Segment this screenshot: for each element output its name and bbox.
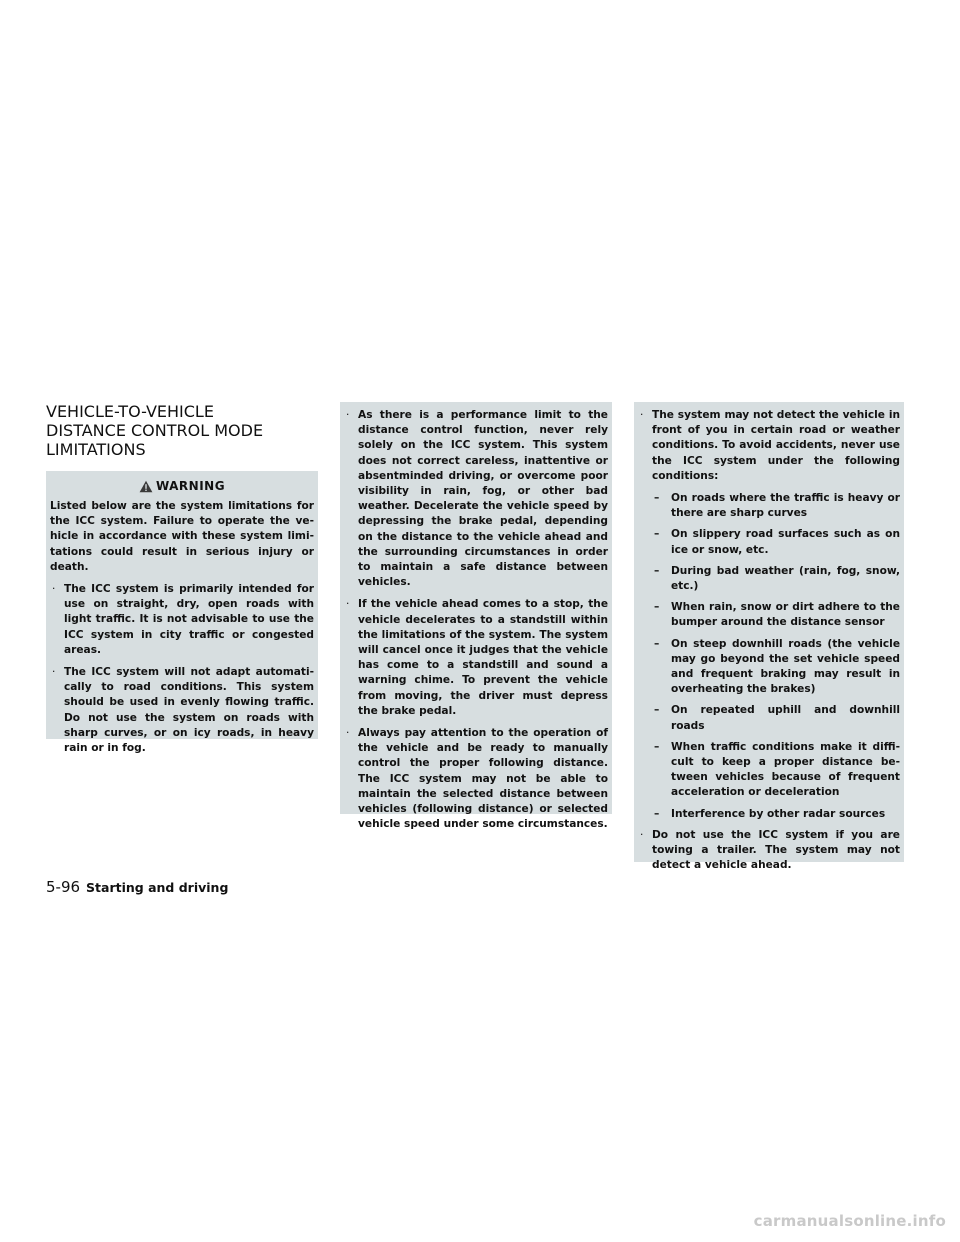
warning-box-column-2 <box>340 402 612 831</box>
condition-item <box>638 600 900 630</box>
dash-mark: – <box>654 740 660 753</box>
bullet-text: The ICC system will not adapt automatically to road conditions. This system should be used in evenly flowing traffic. Do not use the system on roads with sharp curves, or on icy roads, in heavy rain or in fog. <box>64 666 314 755</box>
section-title-line2: DISTANCE CONTROL MODE <box>46 421 264 440</box>
warning-bullet <box>344 726 608 832</box>
condition-item <box>638 807 900 822</box>
condition-text: On steep downhill roads (the vehicle may go beyond the set vehicle speed and frequent braking may result in overheating the brakes) <box>671 637 900 696</box>
warning-bullet <box>638 828 900 874</box>
condition-text: During bad weather (rain, fog, snow, etc.) <box>671 564 900 593</box>
warning-header <box>50 477 314 495</box>
bullet-text: If the vehicle ahead comes to a stop, the vehicle decelerates to a standstill within the limitations of the system. The system will cancel once it judges that the vehicle has come to a standstill and sound a warning chime. To prevent the vehicle from moving, the driver must depress the brake pedal. <box>358 598 608 717</box>
dash-mark: – <box>654 564 660 577</box>
bullet-text: Do not use the ICC system if you are towing a trailer. The system may not detect a vehicle ahead. <box>652 828 900 872</box>
condition-item <box>638 527 900 557</box>
section-title-line3: LIMITATIONS <box>46 440 146 459</box>
dash-mark: – <box>654 492 660 505</box>
condition-text: On slippery road surfaces such as on ice or snow, etc. <box>671 528 900 556</box>
condition-text: When rain, snow or dirt adhere to the bumper around the distance sensor <box>671 601 900 629</box>
warning-intro: Listed below are the system limitations for the ICC system. Failure to operate the vehicle in accordance with these system limitations could result in serious injury or death. <box>50 500 314 573</box>
bullet-text: As there is a performance limit to the distance control function, never rely solely on the ICC system. This system does not correct careless, inattentive or absentminded driving, or overcome poor visibility in rain, fog, or other bad weather. Decelerate the vehicle speed by depressing the brake pedal, depending on the distance to the vehicle ahead and the surrounding circumstances in order to maintain a safe distance between vehicles. <box>358 409 608 589</box>
condition-item <box>638 637 900 698</box>
warning-box-column-3 <box>634 402 904 872</box>
bullet-mark: · <box>346 598 350 611</box>
warning-triangle-icon <box>139 480 153 493</box>
condition-item <box>638 564 900 594</box>
bullet-mark: · <box>640 409 644 421</box>
chapter-title: Starting and driving <box>86 880 229 895</box>
bullet-mark: · <box>346 727 350 740</box>
warning-box-column-1 <box>46 471 318 755</box>
dash-mark: – <box>654 601 660 614</box>
bullet-mark: · <box>346 409 350 421</box>
dash-mark: – <box>654 528 660 541</box>
bullet-text: The ICC system is primarily intended for use on straight, dry, open roads with light traffic. It is not advisable to use the ICC system in city traffic or congested areas. <box>64 583 314 656</box>
page-footer <box>46 878 228 896</box>
bullet-mark: · <box>640 828 644 841</box>
bullet-mark: · <box>52 583 56 596</box>
bullet-text: The system may not detect the vehicle in front of you in certain road or weather conditions. To avoid accidents, never use the ICC system under the following conditions: <box>652 409 900 482</box>
section-title-line1: VEHICLE-TO-VEHICLE <box>46 402 214 421</box>
warning-label: WARNING <box>155 479 226 493</box>
condition-text: Interference by other radar sources <box>671 807 886 820</box>
page-number: 5-96 <box>46 878 81 896</box>
warning-bullet <box>344 597 608 719</box>
warning-bullet <box>638 408 900 484</box>
condition-text: When traffic conditions make it difficult to keep a proper distance between vehicles because of frequent acceleration or deceleration <box>671 740 900 799</box>
bullet-text: Always pay attention to the operation of the vehicle and be ready to manually control the proper following distance. The ICC system may not be able to maintain the selected distance between vehicles (following distance) or selected vehicle speed under some circumstances. <box>358 727 608 831</box>
condition-text: On repeated uphill and downhill roads <box>671 704 900 732</box>
dash-mark: – <box>654 637 660 650</box>
condition-item <box>638 491 900 521</box>
section-title <box>46 402 318 459</box>
bullet-mark: · <box>52 666 56 679</box>
condition-item <box>638 703 900 733</box>
site-watermark: carmanualsonline.info <box>753 1212 946 1230</box>
warning-bullet <box>50 582 314 658</box>
warning-bullet <box>344 408 608 590</box>
dash-mark: – <box>654 807 660 820</box>
dash-mark: – <box>654 704 660 717</box>
condition-text: On roads where the traffic is heavy or there are sharp curves <box>671 492 900 520</box>
condition-item <box>638 740 900 801</box>
warning-bullet <box>50 665 314 756</box>
